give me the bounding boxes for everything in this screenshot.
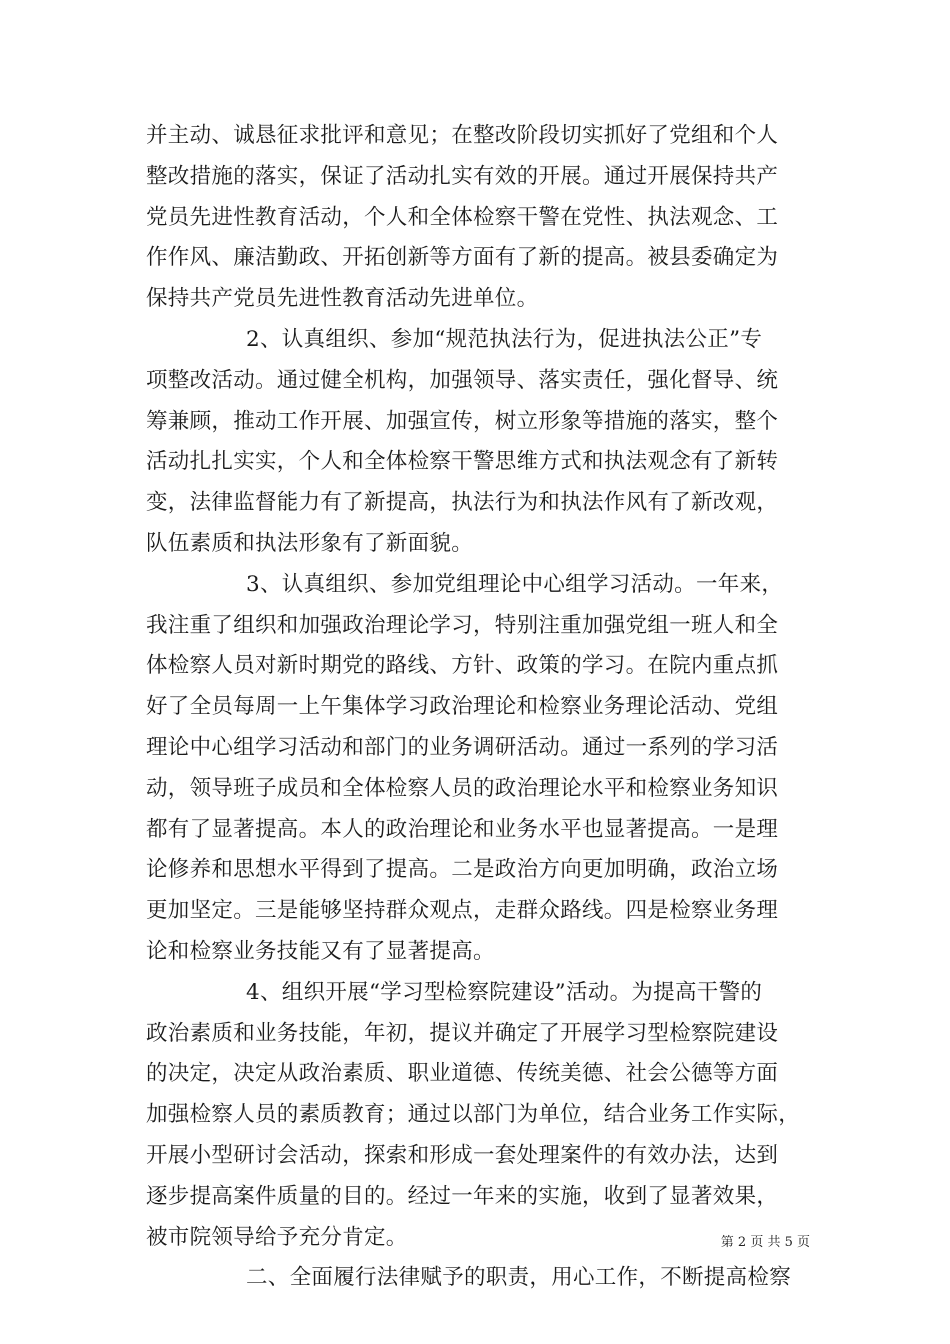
text-line: 政治素质和业务技能，年初，提议并确定了开展学习型检察院建设 [146, 1020, 779, 1046]
text-line: 并主动、诚恳征求批评和意见；在整改阶段切实抓好了党组和个人 [146, 123, 779, 148]
text-line: 加强检察人员的素质教育；通过以部门为单位，结合业务工作实际， [146, 1102, 801, 1128]
text-line: 队伍素质和执法形象有了新面貌。 [146, 530, 474, 556]
paragraph-start-line: 4、组织开展“学习型检察院建设”活动。为提高干警的 [246, 979, 763, 1005]
text-line: 的决定，决定从政治素质、职业道德、传统美德、社会公德等方面 [146, 1061, 779, 1087]
text-line: 论修养和思想水平得到了提高。二是政治方向更加明确，政治立场 [146, 857, 779, 883]
text-line: 好了全员每周一上午集体学习政治理论和检察业务理论活动、党组 [146, 694, 779, 720]
section-heading-line: 二、全面履行法律赋予的职责，用心工作，不断提高检察 [246, 1265, 792, 1291]
text-line: 作作风、廉洁勤政、开拓创新等方面有了新的提高。被县委确定为 [146, 245, 779, 271]
paragraph-start-line: 3、认真组织、参加党组理论中心组学习活动。一年来， [246, 571, 784, 597]
text-line: 理论中心组学习活动和部门的业务调研活动。通过一系列的学习活 [146, 734, 779, 760]
text-line: 逐步提高案件质量的目的。经过一年来的实施，收到了显著效果， [146, 1183, 779, 1209]
text-line: 都有了显著提高。本人的政治理论和业务水平也显著提高。一是理 [146, 816, 779, 842]
text-line: 保持共产党员先进性教育活动先进单位。 [146, 286, 539, 312]
text-line: 体检察人员对新时期党的路线、方针、政策的学习。在院内重点抓 [146, 653, 779, 679]
text-line: 变，法律监督能力有了新提高，执法行为和执法作风有了新改观， [146, 490, 779, 516]
text-line: 筹兼顾，推动工作开展、加强宣传，树立形象等措施的落实，整个 [146, 408, 779, 434]
text-line: 活动扎扎实实，个人和全体检察干警思维方式和执法观念有了新转 [146, 449, 779, 475]
text-line: 被市院领导给予充分肯定。 [146, 1224, 408, 1250]
text-line: 开展小型研讨会活动，探索和形成一套处理案件的有效办法，达到 [146, 1142, 779, 1168]
text-line: 我注重了组织和加强政治理论学习，特别注重加强党组一班人和全 [146, 612, 779, 638]
text-line: 更加坚定。三是能够坚持群众观点，走群众路线。四是检察业务理 [146, 898, 779, 924]
document-body [146, 116, 808, 1299]
text-line: 论和检察业务技能又有了显著提高。 [146, 938, 495, 964]
text-line: 项整改活动。通过健全机构，加强领导、落实责任，强化督导、统 [146, 367, 779, 393]
text-line: 党员先进性教育活动，个人和全体检察干警在党性、执法观念、工 [146, 204, 779, 230]
text-line: 动，领导班子成员和全体检察人员的政治理论水平和检察业务知识 [146, 775, 779, 801]
text-line: 整改措施的落实，保证了活动扎实有效的开展。通过开展保持共产 [146, 163, 779, 189]
paragraph-start-line: 2、认真组织、参加“规范执法行为，促进执法公正”专 [246, 326, 763, 352]
page-number: 第 2 页 共 5 页 [720, 1235, 810, 1250]
